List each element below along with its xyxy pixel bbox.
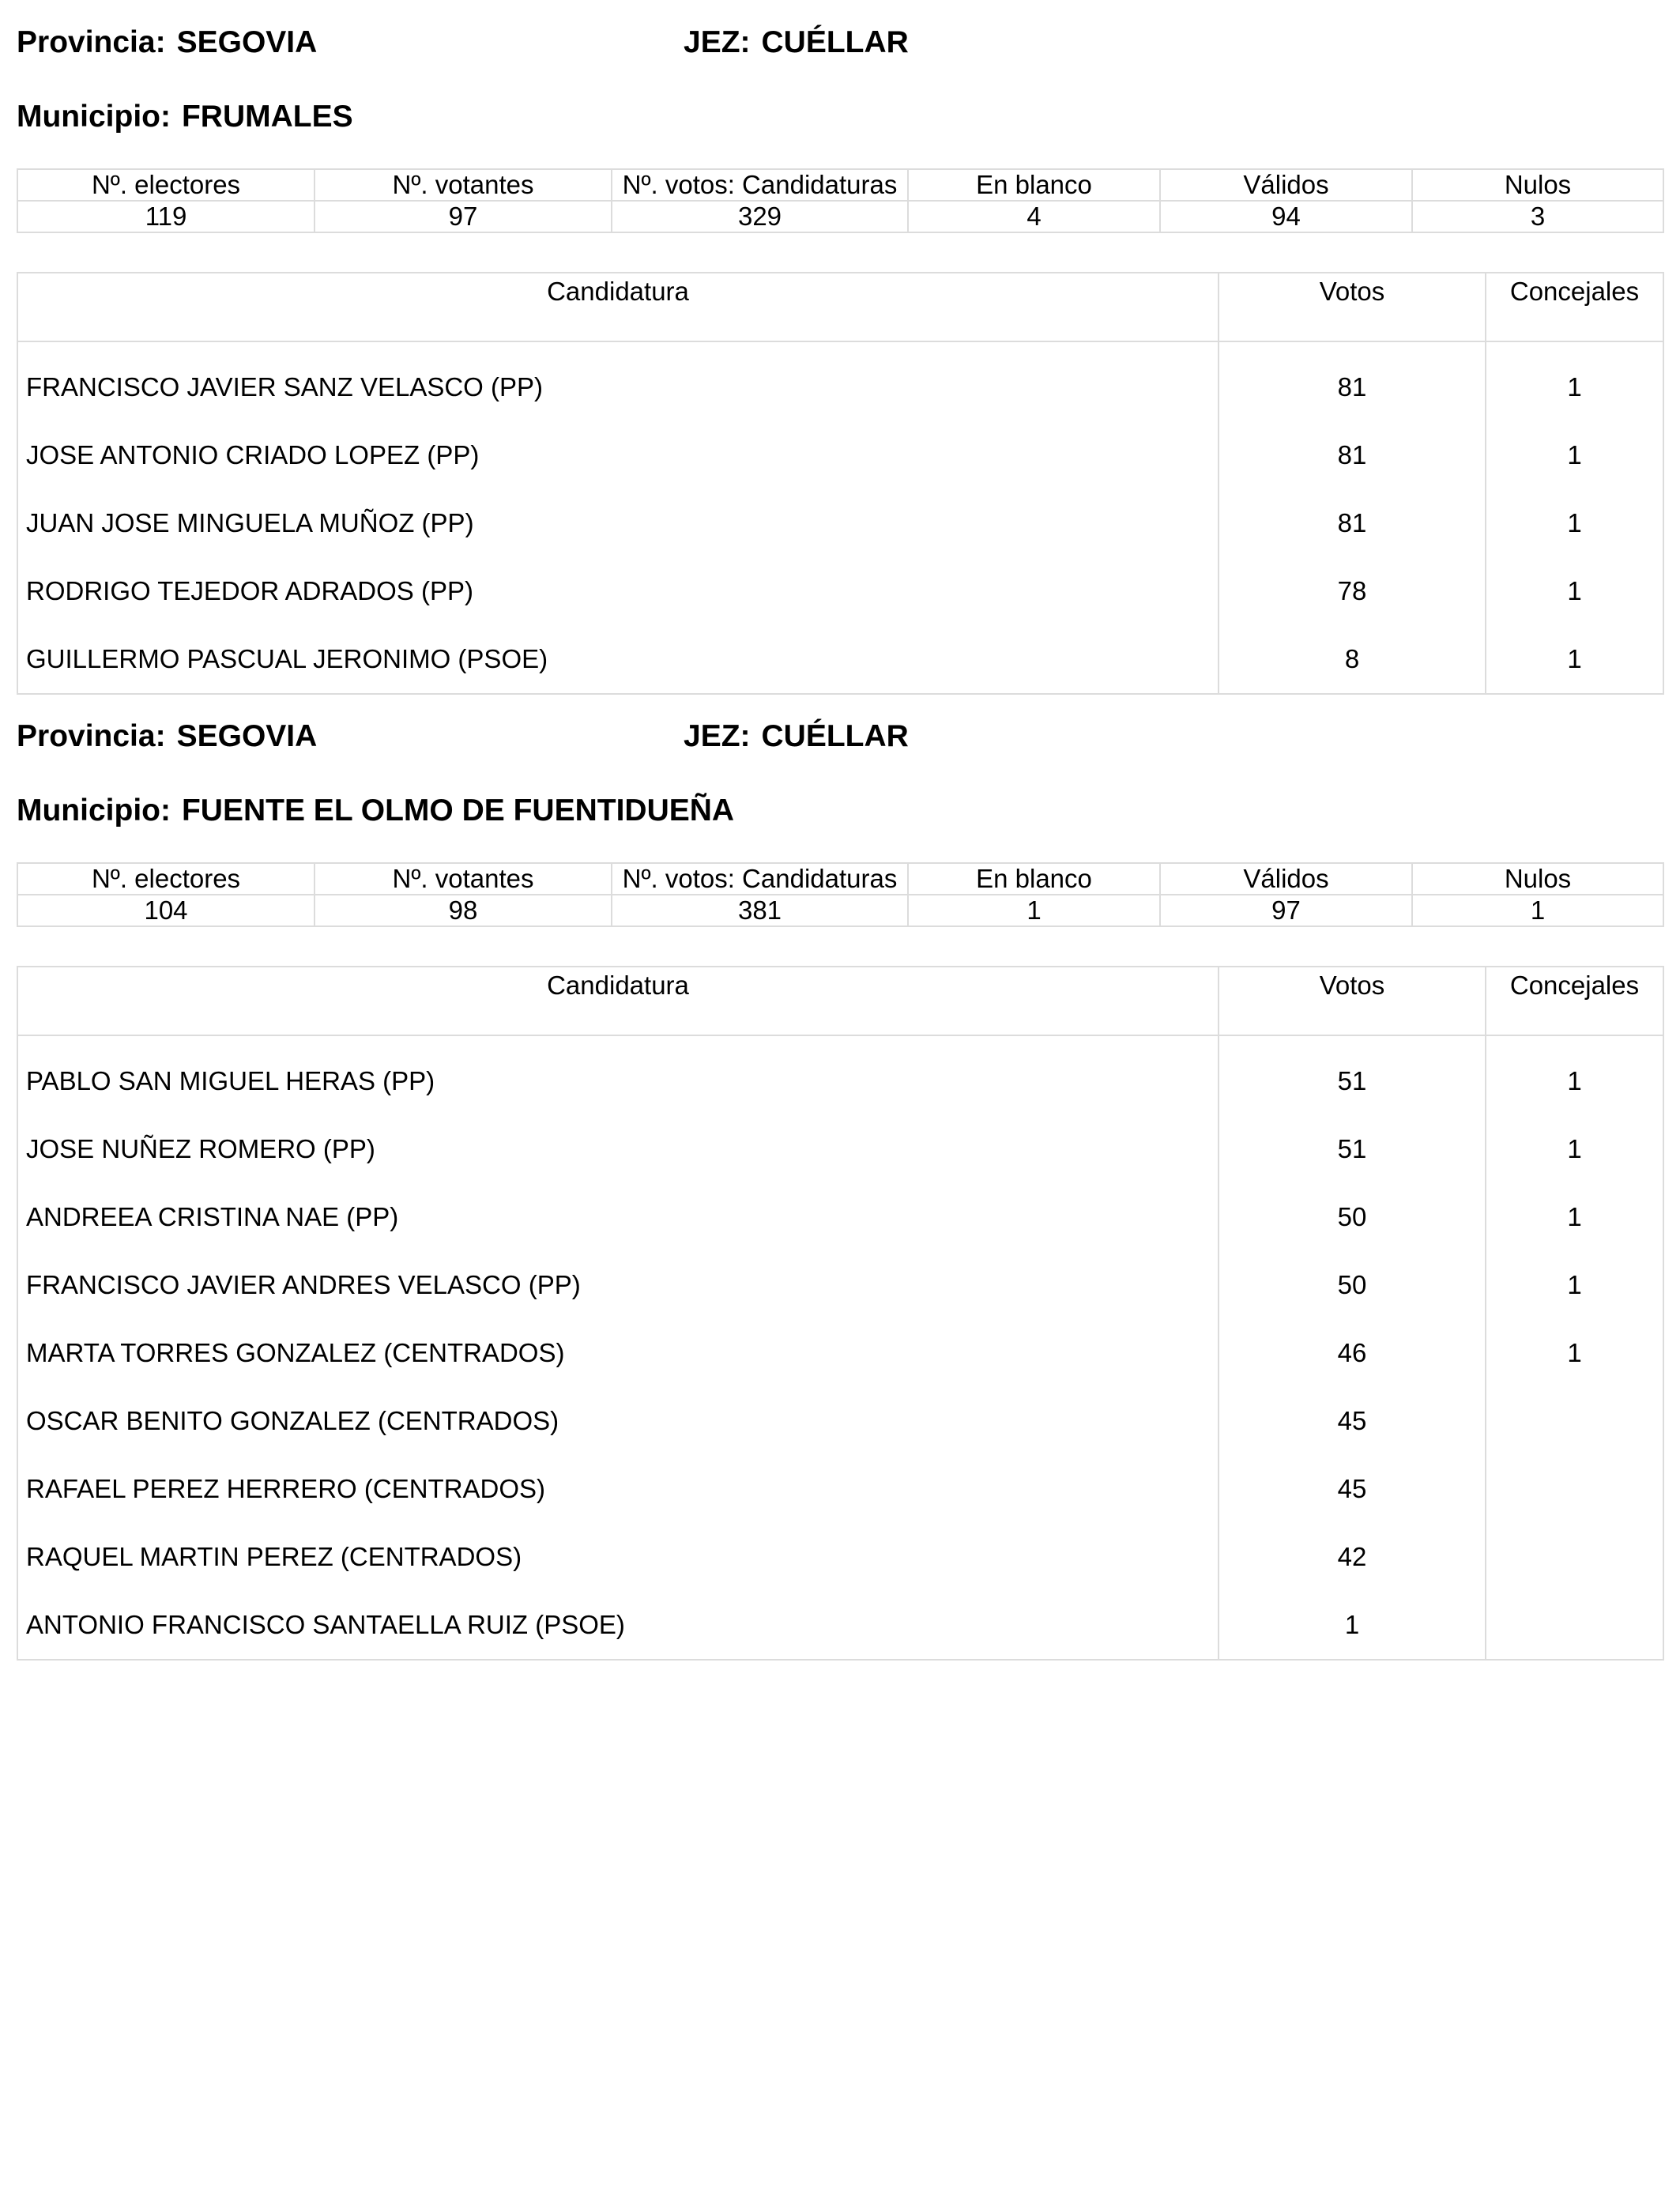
stats-header-cell: Válidos bbox=[1160, 169, 1412, 201]
candidate-votos: 81 bbox=[1219, 489, 1486, 557]
table-row bbox=[17, 489, 1663, 557]
jez-label: JEZ: bbox=[684, 25, 751, 59]
candidates-table bbox=[17, 272, 1664, 695]
table-row bbox=[17, 1387, 1663, 1455]
table-row bbox=[17, 1183, 1663, 1251]
candidates-header-row bbox=[17, 273, 1663, 341]
table-row bbox=[17, 1455, 1663, 1523]
stats-value-cell: 94 bbox=[1160, 201, 1412, 232]
jez-label: JEZ: bbox=[684, 719, 751, 753]
stats-header-cell: En blanco bbox=[908, 863, 1160, 895]
candidate-name: FRANCISCO JAVIER SANZ VELASCO (PP) bbox=[17, 341, 1219, 421]
stats-header-cell: Nº. votos: Candidaturas bbox=[612, 863, 908, 895]
candidate-concejales: 1 bbox=[1486, 1035, 1663, 1115]
provincia-line bbox=[17, 25, 909, 65]
stats-header-cell: En blanco bbox=[908, 169, 1160, 201]
provincia-label: Provincia: bbox=[17, 719, 166, 753]
stats-header-row bbox=[17, 169, 1663, 201]
candidate-votos: 45 bbox=[1219, 1387, 1486, 1455]
stats-value-cell: 104 bbox=[17, 895, 315, 926]
candidate-votos: 42 bbox=[1219, 1523, 1486, 1591]
table-row bbox=[17, 1035, 1663, 1115]
stats-header-cell: Nº. votantes bbox=[315, 169, 612, 201]
stats-value-cell: 97 bbox=[315, 201, 612, 232]
jez-line bbox=[684, 719, 909, 754]
votos-header: Votos bbox=[1219, 273, 1486, 341]
candidate-votos: 81 bbox=[1219, 341, 1486, 421]
municipio-value: FRUMALES bbox=[181, 100, 353, 134]
candidate-concejales bbox=[1486, 1523, 1663, 1591]
candidate-votos: 51 bbox=[1219, 1115, 1486, 1183]
provincia-label: Provincia: bbox=[17, 25, 166, 59]
candidate-name: RAQUEL MARTIN PEREZ (CENTRADOS) bbox=[17, 1523, 1219, 1591]
stats-header-cell: Nº. electores bbox=[17, 863, 315, 895]
votos-header: Votos bbox=[1219, 967, 1486, 1035]
municipio-line bbox=[17, 794, 734, 833]
candidate-name: ANDREEA CRISTINA NAE (PP) bbox=[17, 1183, 1219, 1251]
candidate-votos: 1 bbox=[1219, 1591, 1486, 1660]
concejales-header: Concejales bbox=[1486, 273, 1663, 341]
stats-header-row bbox=[17, 863, 1663, 895]
candidate-name: MARTA TORRES GONZALEZ (CENTRADOS) bbox=[17, 1319, 1219, 1387]
table-row bbox=[17, 1591, 1663, 1660]
stats-header-cell: Nulos bbox=[1412, 863, 1663, 895]
stats-value-cell: 4 bbox=[908, 201, 1160, 232]
provincia-value: SEGOVIA bbox=[176, 25, 318, 59]
candidate-votos: 8 bbox=[1219, 625, 1486, 694]
table-row bbox=[17, 625, 1663, 694]
stats-header-cell: Válidos bbox=[1160, 863, 1412, 895]
concejales-header: Concejales bbox=[1486, 967, 1663, 1035]
candidate-name: GUILLERMO PASCUAL JERONIMO (PSOE) bbox=[17, 625, 1219, 694]
candidate-votos: 51 bbox=[1219, 1035, 1486, 1115]
stats-value-cell: 329 bbox=[612, 201, 908, 232]
candidate-name: ANTONIO FRANCISCO SANTAELLA RUIZ (PSOE) bbox=[17, 1591, 1219, 1660]
table-row bbox=[17, 1523, 1663, 1591]
stats-table bbox=[17, 168, 1664, 233]
candidate-name: JOSE ANTONIO CRIADO LOPEZ (PP) bbox=[17, 421, 1219, 489]
municipio-value: FUENTE EL OLMO DE FUENTIDUEÑA bbox=[181, 794, 735, 827]
candidates-table bbox=[17, 966, 1664, 1661]
candidate-name: JOSE NUÑEZ ROMERO (PP) bbox=[17, 1115, 1219, 1183]
table-row bbox=[17, 421, 1663, 489]
candidate-concejales: 1 bbox=[1486, 1183, 1663, 1251]
candidate-concejales: 1 bbox=[1486, 1251, 1663, 1319]
table-row bbox=[17, 1251, 1663, 1319]
candidates-header-row bbox=[17, 967, 1663, 1035]
municipio-label: Municipio: bbox=[17, 794, 171, 827]
candidate-name: JUAN JOSE MINGUELA MUÑOZ (PP) bbox=[17, 489, 1219, 557]
candidate-concejales: 1 bbox=[1486, 625, 1663, 694]
stats-value-row bbox=[17, 895, 1663, 926]
candidate-concejales: 1 bbox=[1486, 1319, 1663, 1387]
candidate-name: RODRIGO TEJEDOR ADRADOS (PP) bbox=[17, 557, 1219, 625]
table-row bbox=[17, 1319, 1663, 1387]
candidate-name: RAFAEL PEREZ HERRERO (CENTRADOS) bbox=[17, 1455, 1219, 1523]
candidatura-header: Candidatura bbox=[17, 273, 1219, 341]
stats-header-cell: Nulos bbox=[1412, 169, 1663, 201]
jez-value: CUÉLLAR bbox=[761, 25, 909, 59]
candidate-concejales bbox=[1486, 1455, 1663, 1523]
stats-value-cell: 1 bbox=[1412, 895, 1663, 926]
table-row bbox=[17, 1115, 1663, 1183]
candidate-concejales: 1 bbox=[1486, 557, 1663, 625]
candidate-concejales: 1 bbox=[1486, 421, 1663, 489]
provincia-value: SEGOVIA bbox=[176, 719, 318, 753]
candidate-concejales: 1 bbox=[1486, 1115, 1663, 1183]
jez-value: CUÉLLAR bbox=[761, 719, 909, 753]
municipio-label: Municipio: bbox=[17, 100, 171, 134]
stats-value-cell: 1 bbox=[908, 895, 1160, 926]
municipio-line bbox=[17, 100, 353, 139]
stats-header-cell: Nº. votantes bbox=[315, 863, 612, 895]
stats-value-row bbox=[17, 201, 1663, 232]
candidate-concejales: 1 bbox=[1486, 489, 1663, 557]
candidate-name: FRANCISCO JAVIER ANDRES VELASCO (PP) bbox=[17, 1251, 1219, 1319]
candidate-votos: 50 bbox=[1219, 1251, 1486, 1319]
table-row bbox=[17, 557, 1663, 625]
candidate-name: OSCAR BENITO GONZALEZ (CENTRADOS) bbox=[17, 1387, 1219, 1455]
stats-value-cell: 3 bbox=[1412, 201, 1663, 232]
candidate-votos: 45 bbox=[1219, 1455, 1486, 1523]
jez-line bbox=[684, 25, 909, 60]
candidate-votos: 46 bbox=[1219, 1319, 1486, 1387]
provincia-line bbox=[17, 719, 909, 759]
candidate-concejales: 1 bbox=[1486, 341, 1663, 421]
stats-value-cell: 381 bbox=[612, 895, 908, 926]
candidate-concejales bbox=[1486, 1387, 1663, 1455]
candidate-votos: 50 bbox=[1219, 1183, 1486, 1251]
candidate-votos: 81 bbox=[1219, 421, 1486, 489]
stats-value-cell: 97 bbox=[1160, 895, 1412, 926]
stats-header-cell: Nº. electores bbox=[17, 169, 315, 201]
stats-header-cell: Nº. votos: Candidaturas bbox=[612, 169, 908, 201]
stats-table bbox=[17, 862, 1664, 927]
table-row bbox=[17, 341, 1663, 421]
candidate-name: PABLO SAN MIGUEL HERAS (PP) bbox=[17, 1035, 1219, 1115]
candidate-concejales bbox=[1486, 1591, 1663, 1660]
stats-value-cell: 98 bbox=[315, 895, 612, 926]
candidatura-header: Candidatura bbox=[17, 967, 1219, 1035]
candidate-votos: 78 bbox=[1219, 557, 1486, 625]
stats-value-cell: 119 bbox=[17, 201, 315, 232]
